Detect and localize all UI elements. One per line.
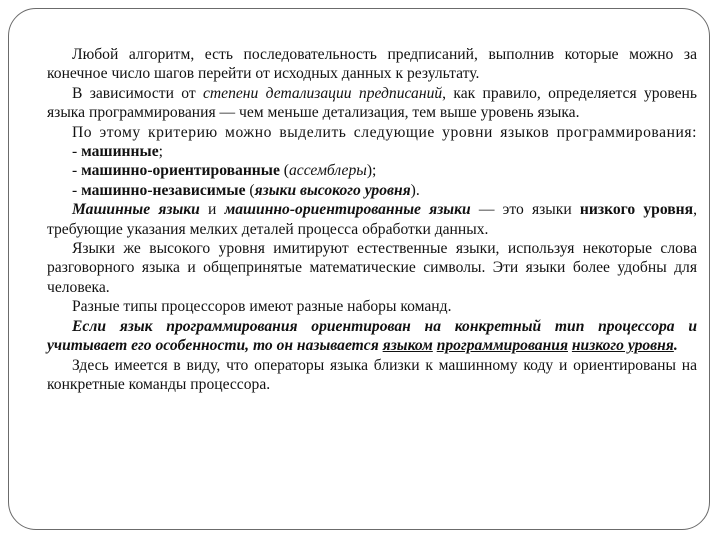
paragraph-processors: Разные типы процессоров имеют разные наборы команд. [72, 298, 452, 316]
paragraph-algorithm: Любой алгоритм, есть последовательность предписаний, выполнив которые можно за конечное число шагов перейти от исходных данных к результату. [47, 46, 697, 83]
bold-italic-term: Машинные языки [72, 201, 200, 219]
slide-frame [8, 8, 710, 530]
bold-term: машинно-независимые [81, 181, 246, 199]
paragraph-high-level: Языки же высокого уровня имитируют естественные языки, используя некоторые слова разговорного языка и общепринятые математические символы. Эти языки более удобны для человека. [47, 240, 697, 296]
bold-term: машинно-ориентированные [81, 162, 280, 180]
paragraph-definition: Если язык программирования ориентирован на конкретный тип процессора и учитывает его особенности, то он называется языком программирования низкого уровня. [47, 317, 697, 355]
italic-term: ассемблеры [288, 162, 367, 180]
text-run: , требующие указания мелких деталей процесса обработки данных. [47, 201, 697, 238]
paragraph-detail-level [47, 84, 697, 123]
paragraph-operators: Здесь имеется в виду, что операторы языка близки к машинному коду и ориентированы на конкретные команды процессора. [47, 356, 697, 393]
text-run: — это языки [470, 201, 580, 219]
slide-text [47, 45, 697, 394]
italic-term: степени детализации предписаний [202, 84, 443, 102]
text-run: В зависимости от [72, 84, 203, 102]
bold-italic-term: машинно-ориентированные языки [224, 201, 471, 219]
text-run: Если язык программирования ориентирован на конкретный тип процессора и учитывает его особенности, то он называется [47, 317, 697, 355]
underlined-term: низкого уровня [571, 337, 674, 355]
bold-term: низкого уровня [579, 201, 694, 219]
underlined-term: программирования [436, 337, 568, 355]
bold-italic-term: языки высокого уровня [254, 181, 411, 199]
paragraph-criterion: По этому критерию можно выделить следующие уровни языков программирования: [72, 123, 697, 141]
bold-term: машинные [81, 143, 159, 161]
text-run: и [199, 201, 225, 219]
paragraph-low-level [47, 200, 697, 239]
list-item-machine: - машинные; [72, 143, 163, 161]
underlined-term: языком [382, 337, 433, 355]
list-item-machine-oriented: - машинно-ориентированные (ассемблеры); [72, 162, 377, 180]
list-item-machine-independent: - машинно-независимые (языки высокого уровня). [72, 181, 420, 199]
text-run: , как правило, определяется уровень языка программирования — чем меньше детализация, тем выше уровень языка. [47, 84, 697, 122]
